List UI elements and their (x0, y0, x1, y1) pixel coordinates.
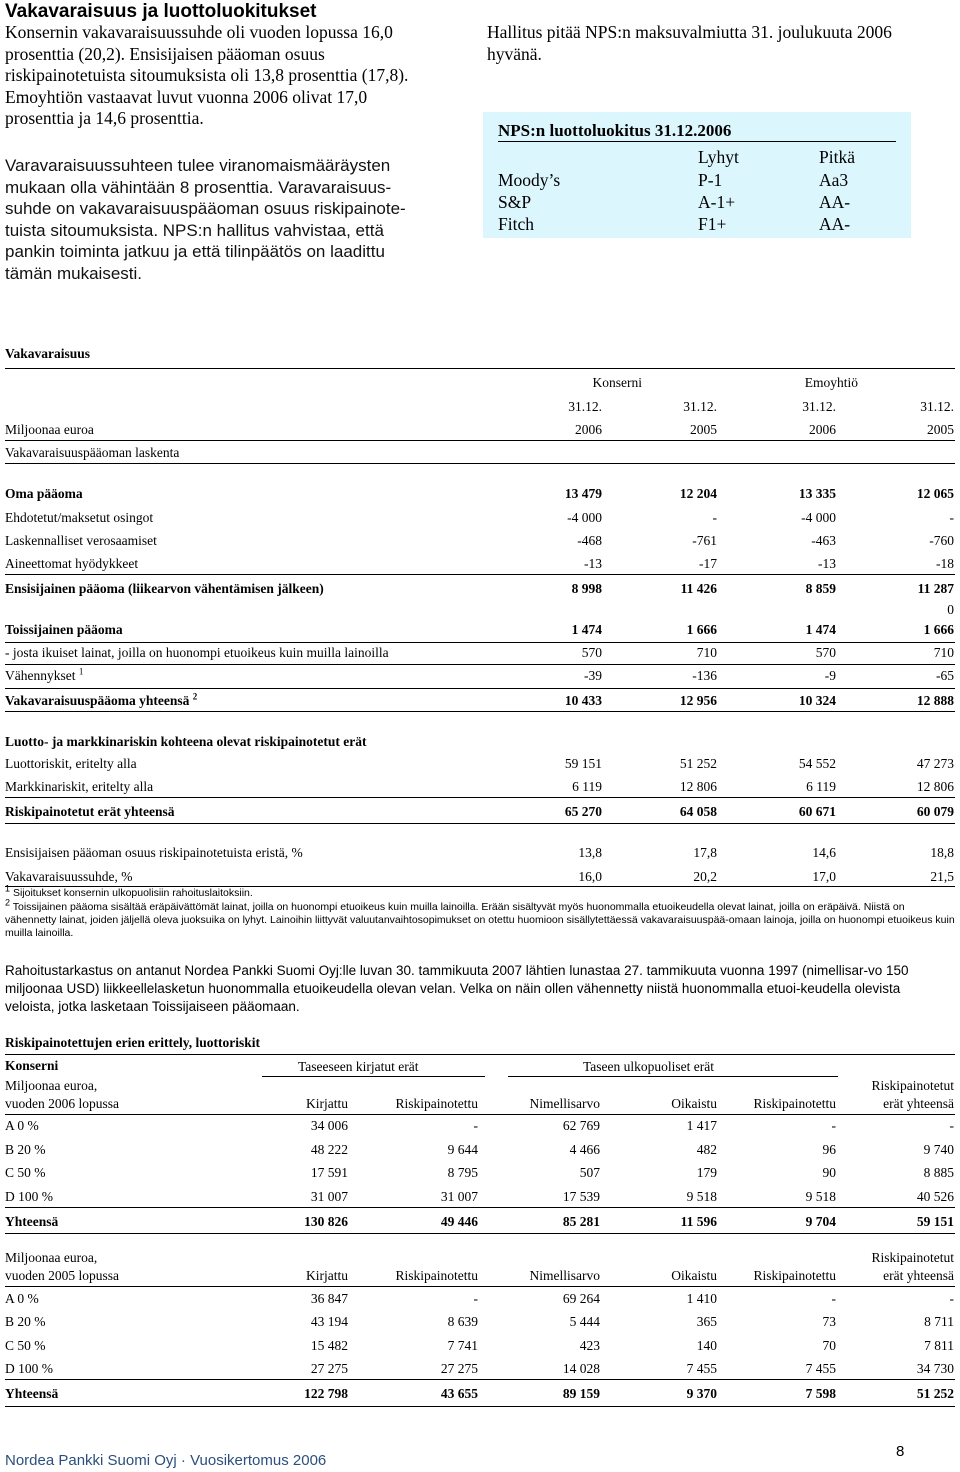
value-cell: - (949, 1118, 954, 1133)
risk-row (5, 802, 954, 822)
rating-row (498, 169, 896, 191)
risk-breakdown-title: Riskipainotettujen erien erittely, luottoriskit (5, 1035, 260, 1050)
section-label: Luotto- ja markkinariskin kohteena olevat riskipainotetut erät (5, 734, 367, 749)
footnote-2 (5, 897, 955, 940)
row-label: D 100 % (5, 1189, 53, 1204)
value-cell: 507 (579, 1165, 600, 1180)
value-cell: 8 885 (923, 1165, 954, 1180)
column-header: Oikaistu (671, 1268, 717, 1283)
value-cell: 60 079 (916, 804, 954, 819)
column-header: Nimellisarvo (529, 1096, 600, 1111)
value-cell: 7 598 (805, 1386, 836, 1401)
row-label: Ensisijainen pääoma (liikearvon vähentämisen jälkeen) (5, 581, 324, 596)
risk-unit-row (5, 1248, 954, 1268)
value-cell: - (949, 510, 954, 525)
footnote-ref: 1 (78, 666, 84, 677)
column-header: Riskipainotettu (753, 1096, 836, 1111)
value-cell: 710 (933, 645, 954, 660)
value-cell: 12 806 (916, 779, 954, 794)
rating-long: Aa3 (819, 170, 849, 190)
value-cell: 8 711 (924, 1314, 954, 1329)
value-cell: 122 798 (304, 1386, 348, 1401)
year-cell: 2005 (927, 422, 954, 437)
rating-agency: Moody’s (498, 170, 561, 190)
value-cell: 62 769 (562, 1118, 600, 1133)
column-header: Riskipainotettu (395, 1096, 478, 1111)
divider (5, 797, 955, 798)
value-cell: 59 151 (564, 756, 602, 771)
value-cell: 0 (947, 602, 954, 617)
value-cell: 12 204 (679, 486, 717, 501)
value-cell: 7 811 (924, 1338, 954, 1353)
capital-group-header (5, 373, 954, 393)
capital-row (5, 484, 954, 504)
value-cell: 7 455 (686, 1361, 717, 1376)
value-cell: 9 644 (447, 1142, 478, 1157)
unit-label: Miljoonaa euroa, (5, 1250, 98, 1265)
value-cell: 17 591 (310, 1165, 348, 1180)
footnote-number: 2 (5, 897, 11, 908)
value-cell: - (712, 510, 717, 525)
value-cell: 6 119 (572, 779, 602, 794)
capital-year-row (5, 420, 954, 440)
year-cell: 2005 (690, 422, 717, 437)
row-label: - josta ikuiset lainat, joilla on huonompi etuoikeus kuin muilla lainoilla (5, 645, 389, 660)
value-cell: 59 151 (916, 1214, 954, 1229)
value-cell: 85 281 (562, 1214, 600, 1229)
value-cell: -39 (584, 668, 602, 683)
value-cell: 8 639 (447, 1314, 478, 1329)
row-label: Riskipainotetut erät yhteensä (5, 804, 175, 819)
risk-weight-row (5, 1163, 954, 1183)
risk-weight-row (5, 1289, 954, 1309)
value-cell: 10 433 (564, 693, 602, 708)
value-cell: 1 666 (686, 622, 717, 637)
value-cell: -18 (936, 556, 954, 571)
value-cell: 89 159 (562, 1386, 600, 1401)
row-label: Yhteensä (5, 1386, 59, 1401)
value-cell: 5 444 (569, 1314, 600, 1329)
value-cell: 12 888 (916, 693, 954, 708)
row-label-text: Vähennykset (5, 668, 76, 683)
column-header: Riskipainotetut (871, 1078, 954, 1093)
capital-section-label (5, 732, 954, 752)
capital-date-row (5, 397, 954, 417)
row-label: B 20 % (5, 1314, 46, 1329)
value-cell: 8 795 (447, 1165, 478, 1180)
value-cell: 70 (822, 1338, 836, 1353)
value-cell: 7 741 (447, 1338, 478, 1353)
unit-label: vuoden 2005 lopussa (5, 1268, 119, 1283)
value-cell: -13 (584, 556, 602, 571)
risk-weight-row (5, 1116, 954, 1136)
value-cell: 1 417 (686, 1118, 717, 1133)
divider (5, 574, 955, 575)
value-cell: 12 956 (679, 693, 717, 708)
rating-row (498, 191, 896, 213)
column-header: Riskipainotetut (871, 1250, 954, 1265)
value-cell: 1 474 (571, 622, 602, 637)
value-cell: 27 275 (440, 1361, 478, 1376)
row-label: Aineettomat hyödykkeet (5, 556, 139, 571)
value-cell: 6 119 (806, 779, 836, 794)
value-cell: -17 (699, 556, 717, 571)
value-cell: 1 666 (923, 622, 954, 637)
row-label: C 50 % (5, 1338, 46, 1353)
value-cell: - (831, 1118, 836, 1133)
capital-row (5, 579, 954, 599)
unit-label: Miljoonaa euroa (5, 422, 94, 437)
ratio-row (5, 867, 954, 887)
year-cell: 2006 (575, 422, 602, 437)
value-cell: 31 007 (310, 1189, 348, 1204)
value-cell: 17,8 (693, 845, 717, 860)
divider (5, 440, 955, 441)
row-label (5, 666, 83, 686)
value-cell: 15 482 (310, 1338, 348, 1353)
divider (5, 368, 955, 369)
rating-long: AA- (819, 214, 851, 234)
ratio-row (5, 843, 954, 863)
value-cell: -13 (818, 556, 836, 571)
value-cell: 7 455 (805, 1361, 836, 1376)
value-cell: 43 655 (440, 1386, 478, 1401)
value-cell: 710 (696, 645, 717, 660)
date-cell: 31.12. (568, 399, 602, 414)
value-cell: -760 (929, 533, 954, 548)
risk-weight-row (5, 1140, 954, 1160)
value-cell: 21,5 (930, 869, 954, 884)
value-cell: 130 826 (304, 1214, 348, 1229)
value-cell: 34 730 (916, 1361, 954, 1376)
row-label: D 100 % (5, 1361, 53, 1376)
value-cell: 54 552 (798, 756, 836, 771)
column-header: Nimellisarvo (529, 1268, 600, 1283)
rating-long: AA- (819, 192, 851, 212)
risk-weight-row (5, 1336, 954, 1356)
row-label: A 0 % (5, 1291, 39, 1306)
value-cell: 31 007 (440, 1189, 478, 1204)
divider (5, 711, 955, 712)
value-cell: 49 446 (440, 1214, 478, 1229)
value-cell: 16,0 (578, 869, 602, 884)
value-cell: - (473, 1291, 478, 1306)
column-header: Kirjattu (306, 1268, 348, 1283)
rating-title: NPS:n luottoluokitus 31.12.2006 (498, 121, 896, 142)
year-cell: 2006 (809, 422, 836, 437)
value-cell: 11 596 (680, 1214, 717, 1229)
footnote-text: Toissijainen pääoma sisältää eräpäivättömät lainat, joilla on huonompi etuoikeus kuin muilla lainoilla. Erään sisältyvät myös huonommalla etuoikeudella olevat lainat, joilla on eräpäivä. Niistä on vähennetty lainat, joiden jäljellä oleva juoksuika on lyhyt. Lainoihin liittyvät valuutanvaihtosopimukset on otettu huomioon sisällytettäessä vakavaraisuuspää-omaan lainoja, joilla on huonompi etuoikeus kuin muilla lainoilla. (5, 901, 955, 939)
footnote-1 (5, 883, 955, 900)
capital-adequacy-lead: Konsernin vakavaraisuussuhde oli vuoden lopussa 16,0 prosenttia (20,2). Ensisijaisen pääoman osuus riskipainotetuista sitoumuksista oli 13,8 prosenttia (17,8). Emoyhtiön vastaavat luvut vuonna 2006 olivat 17,0 prosenttia ja 14,6 prosenttia. (5, 22, 409, 128)
value-cell: 11 426 (680, 581, 717, 596)
value-cell: 73 (822, 1314, 836, 1329)
capital-ratio-paragraph: Varavaraisuussuhteen tulee viranomaismääräysten mukaan olla vähintään 8 prosenttia. Varavaraisuus-suhde on vakavaraisuuspääoman osuus riskipainote-tuista sitoumuksista. NPS:n hallitus vahvistaa, että pankin toiminta jatkuu ja että tilinpäätös on laadittu tämän mukaisesti. (5, 156, 406, 283)
date-cell: 31.12. (683, 399, 717, 414)
value-cell: 64 058 (679, 804, 717, 819)
unit-label: vuoden 2006 lopussa (5, 1096, 119, 1111)
value-cell: 11 287 (917, 581, 954, 596)
footnote-number: 1 (5, 883, 11, 894)
row-label: Vakavaraisuussuhde, % (5, 869, 133, 884)
value-cell: -136 (692, 668, 717, 683)
capital-row (5, 666, 954, 686)
value-cell: 69 264 (562, 1291, 600, 1306)
risk-total-row (5, 1384, 954, 1404)
rating-short: P-1 (698, 170, 723, 190)
value-cell: 570 (581, 645, 602, 660)
value-cell: - (949, 1291, 954, 1306)
value-cell: 14 028 (562, 1361, 600, 1376)
divider (5, 1114, 955, 1115)
divider (5, 1379, 955, 1380)
value-cell: 9 740 (923, 1142, 954, 1157)
capital-row (5, 554, 954, 574)
value-cell: 27 275 (310, 1361, 348, 1376)
row-label: Konserni (5, 1058, 59, 1073)
footer-publication: Nordea Pankki Suomi Oyj · Vuosikertomus 2006 (5, 1452, 327, 1469)
column-header: erät yhteensä (883, 1268, 954, 1283)
value-cell: 51 252 (916, 1386, 954, 1401)
row-label: Luottoriskit, eritelty alla (5, 756, 137, 771)
value-cell: 179 (696, 1165, 717, 1180)
risk-weight-row (5, 1359, 954, 1379)
value-cell: 13 479 (564, 486, 602, 501)
capital-row (5, 691, 954, 711)
value-cell: -463 (811, 533, 836, 548)
risk-column-row (5, 1266, 954, 1286)
on-balance-header: Taseeseen kirjatut erät (298, 1059, 419, 1074)
value-cell: -468 (577, 533, 602, 548)
value-cell: 12 065 (916, 486, 954, 501)
divider (5, 1286, 955, 1287)
value-cell: 9 518 (686, 1189, 717, 1204)
section-label: Vakavaraisuuspääoman laskenta (5, 445, 180, 460)
value-cell: - (831, 1291, 836, 1306)
risk-row (5, 777, 954, 797)
group-konserni: Konserni (592, 375, 642, 390)
divider (5, 1207, 955, 1208)
divider (5, 1233, 955, 1234)
divider (5, 1406, 955, 1407)
value-cell: 12 806 (679, 779, 717, 794)
risk-column-row (5, 1094, 954, 1114)
value-cell: -65 (936, 668, 954, 683)
value-cell: 140 (696, 1338, 717, 1353)
row-label: A 0 % (5, 1118, 39, 1133)
date-cell: 31.12. (802, 399, 836, 414)
risk-total-row (5, 1212, 954, 1232)
section-heading: Vakavaraisuus ja luottoluokitukset (5, 1, 317, 22)
row-label: Markkinariskit, eritelty alla (5, 779, 154, 794)
capital-row (5, 620, 954, 640)
value-cell: 96 (822, 1142, 836, 1157)
value-cell: 570 (815, 645, 836, 660)
capital-row (5, 643, 954, 663)
value-cell: 1 410 (686, 1291, 717, 1306)
divider (5, 664, 955, 665)
row-label: Ehdotetut/maksetut osingot (5, 510, 154, 525)
value-cell: -4 000 (567, 510, 602, 525)
value-cell: 34 006 (310, 1118, 348, 1133)
value-cell: 20,2 (693, 869, 717, 884)
value-cell: 60 671 (798, 804, 836, 819)
row-label: Ensisijaisen pääoman osuus riskipainotetuista eristä, % (5, 845, 303, 860)
risk-weight-row (5, 1312, 954, 1332)
value-cell: 36 847 (310, 1291, 348, 1306)
column-header: Oikaistu (671, 1096, 717, 1111)
liquidity-statement: Hallitus pitää NPS:n maksuvalmiutta 31. joulukuuta 2006 hyvänä. (487, 22, 892, 64)
value-cell: 1 474 (805, 622, 836, 637)
value-cell: 8 998 (571, 581, 602, 596)
risk-row (5, 754, 954, 774)
value-cell: -9 (824, 668, 836, 683)
value-cell: 13 335 (798, 486, 836, 501)
value-cell: 43 194 (310, 1314, 348, 1329)
value-cell: 423 (579, 1338, 600, 1353)
value-cell: 4 466 (569, 1142, 600, 1157)
footnote-ref: 2 (192, 691, 198, 702)
rating-short: A-1+ (698, 192, 736, 212)
divider (5, 823, 955, 824)
redemption-paragraph: Rahoitustarkastus on antanut Nordea Pankki Suomi Oyj:lle luvan 30. tammikuuta 2007 lähtien lunastaa 27. tammikuuta vuonna 1997 (nimellisar-vo 150 miljoonaa USD) liikkeellelasketun huonommalla etuoikeudella olevan velan. Velka on näin ollen vähennetty niistä huonommalla etuoi-keudella olevista veloista, jotka lasketaan Toissijaiseen pääomaan. (5, 963, 909, 1014)
row-label-text: Vakavaraisuuspääoma yhteensä (5, 693, 190, 708)
value-cell: - (473, 1118, 478, 1133)
capital-table-title: Vakavaraisuus (5, 346, 91, 361)
value-cell: 14,6 (812, 845, 836, 860)
value-cell: -761 (692, 533, 717, 548)
divider (5, 688, 955, 689)
risk-unit-row (5, 1076, 954, 1096)
value-cell: 8 859 (805, 581, 836, 596)
unit-label: Miljoonaa euroa, (5, 1078, 98, 1093)
rating-row (498, 213, 896, 235)
rating-agency: S&P (498, 192, 532, 212)
value-cell: 18,8 (930, 845, 954, 860)
capital-row (5, 508, 954, 528)
value-cell: 17,0 (812, 869, 836, 884)
column-header: erät yhteensä (883, 1096, 954, 1111)
row-label: C 50 % (5, 1165, 46, 1180)
value-cell: 51 252 (679, 756, 717, 771)
row-label: B 20 % (5, 1142, 46, 1157)
group-emoyhtio: Emoyhtiö (804, 375, 858, 390)
page-number: 8 (896, 1443, 905, 1460)
value-cell: 17 539 (562, 1189, 600, 1204)
capital-section-label (5, 443, 954, 463)
rating-col-short: Lyhyt (698, 147, 739, 167)
value-cell: 365 (696, 1314, 717, 1329)
value-cell: 90 (822, 1165, 836, 1180)
column-header: Riskipainotettu (753, 1268, 836, 1283)
value-cell: 482 (696, 1142, 717, 1157)
footnote-text: Sijoitukset konsernin ulkopuolisiin rahoituslaitoksiin. (12, 887, 253, 899)
value-cell: 47 273 (916, 756, 954, 771)
capital-row-overflow (5, 600, 954, 620)
column-header: Riskipainotettu (395, 1268, 478, 1283)
off-balance-header: Taseen ulkopuoliset erät (583, 1059, 715, 1074)
value-cell: 40 526 (916, 1189, 954, 1204)
row-label: Toissijainen pääoma (5, 622, 123, 637)
value-cell: 48 222 (310, 1142, 348, 1157)
row-label (5, 691, 197, 711)
value-cell: 13,8 (578, 845, 602, 860)
credit-rating-box (483, 112, 911, 238)
value-cell: 9 370 (686, 1386, 717, 1401)
column-header: Kirjattu (306, 1096, 348, 1111)
rating-col-long: Pitkä (819, 147, 855, 167)
value-cell: 65 270 (564, 804, 602, 819)
row-label: Oma pääoma (5, 486, 83, 501)
divider (5, 1054, 955, 1055)
row-label: Laskennalliset verosaamiset (5, 533, 157, 548)
divider (5, 463, 955, 464)
rating-short: F1+ (698, 214, 727, 234)
value-cell: 9 704 (805, 1214, 836, 1229)
rating-header-row (498, 146, 896, 168)
value-cell: -4 000 (801, 510, 836, 525)
date-cell: 31.12. (920, 399, 954, 414)
capital-row (5, 531, 954, 551)
risk-weight-row (5, 1187, 954, 1207)
value-cell: 9 518 (805, 1189, 836, 1204)
row-label: Yhteensä (5, 1214, 59, 1229)
rating-agency: Fitch (498, 214, 534, 234)
risk-header-row (5, 1056, 954, 1076)
value-cell: 10 324 (798, 693, 836, 708)
